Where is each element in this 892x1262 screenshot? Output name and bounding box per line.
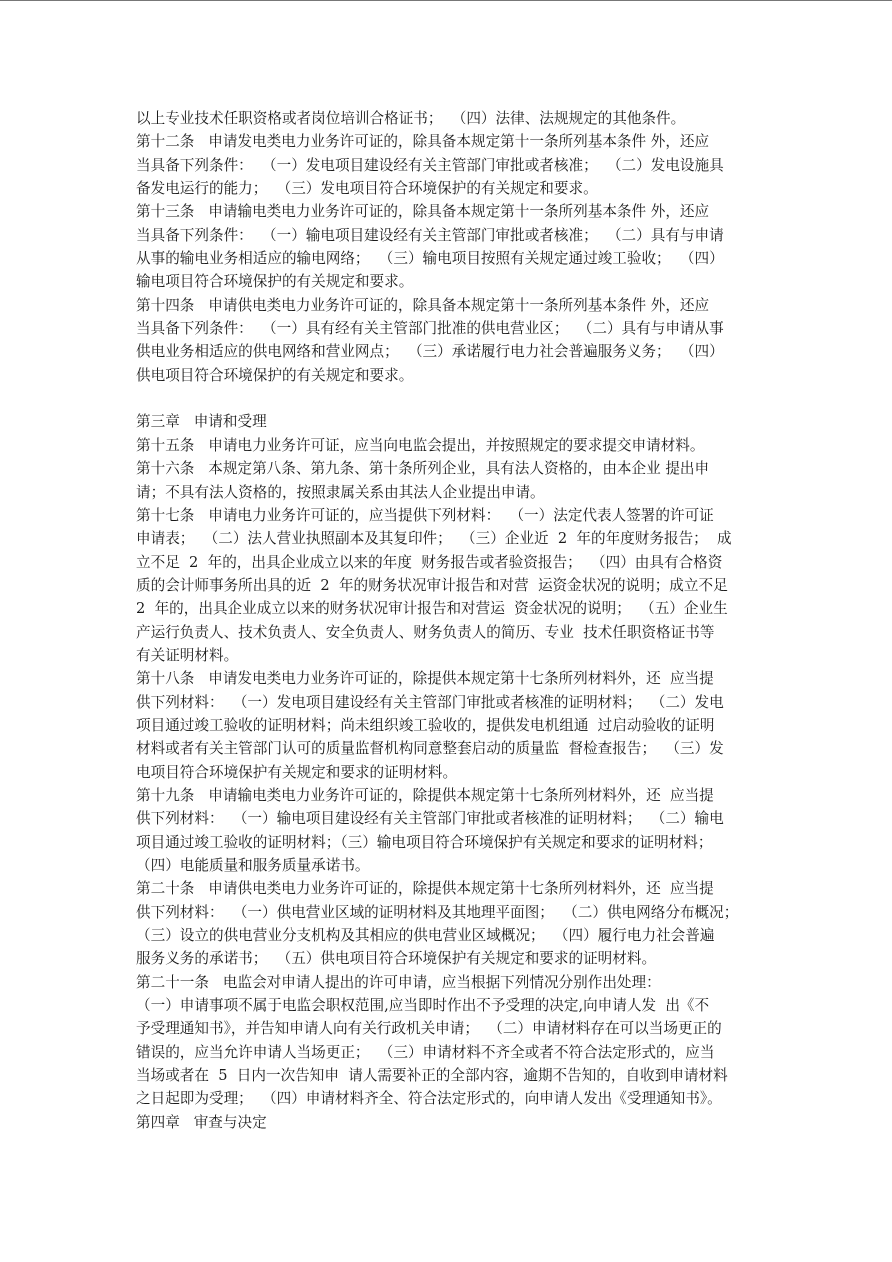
text-line: 项目通过竣工验收的证明材料；尚未组织竣工验收的，提供发电机组通 过启动验收的证明 bbox=[136, 716, 715, 734]
text-line: 以上专业技术任职资格或者岗位培训合格证书； （四）法律、法规规定的其他条件。 bbox=[136, 110, 686, 127]
text-line: 备发电运行的能力； （三）发电项目符合环境保护的有关规定和要求。 bbox=[136, 180, 598, 198]
text-line: 服务义务的承诺书； （五）供电项目符合环境保护有关规定和要求的证明材料。 bbox=[136, 950, 657, 968]
article-13-line: 第十三条 申请输电类电力业务许可证的，除具备本规定第十一条所列基本条件 外，还应 bbox=[136, 203, 710, 221]
text-line: 输电项目符合环境保护的有关规定和要求。 bbox=[136, 273, 414, 291]
text-line: 当具备下列条件： （一）输电项目建设经有关主管部门审批或者核准； （二）具有与申请 bbox=[136, 226, 724, 244]
article-20-line: 第二十条 申请供电类电力业务许可证的，除提供本规定第十七条所列材料外，还 应当提 bbox=[136, 880, 714, 898]
text-line: 立不足 2 年的，出具企业成立以来的年度 财务报告或者验资报告； （四）由具有合格资 bbox=[136, 553, 723, 571]
text-line: 供电业务相适应的供电网络和营业网点； （三）承诺履行电力社会普遍服务义务； （四） bbox=[136, 343, 724, 361]
text-line: 2 年的，出具企业成立以来的财务状况审计报告和对营运 资金状况的说明； （五）企业生 bbox=[136, 600, 728, 618]
text-line: 申请表； （二）法人营业执照副本及其复印件； （三）企业近 2 年的年度财务报告； 成 bbox=[136, 530, 732, 548]
text-line: 供下列材料： （一）输电项目建设经有关主管部门审批或者核准的证明材料； （二）输电 bbox=[136, 810, 724, 828]
article-15-line: 第十五条 申请电力业务许可证，应当向电监会提出，并按照规定的要求提交申请材料。 bbox=[136, 436, 705, 454]
text-line: 之日起即为受理； （四）申请材料齐全、符合法定形式的，向申请人发出《受理通知书》。 bbox=[136, 1090, 722, 1108]
article-12-line: 第十二条 申请发电类电力业务许可证的，除具备本规定第十一条所列基本条件 外，还应 bbox=[136, 133, 710, 151]
document-page bbox=[136, 107, 760, 1134]
text-line: 有关证明材料。 bbox=[136, 646, 239, 664]
text-line: 材料或者有关主管部门认可的质量监督机构同意整套启动的质量监 督检查报告； （三）发 bbox=[136, 740, 724, 758]
article-19-line: 第十九条 申请输电类电力业务许可证的，除提供本规定第十七条所列材料外，还 应当提 bbox=[136, 786, 714, 804]
text-line: 供下列材料： （一）供电营业区域的证明材料及其地理平面图； （二）供电网络分布概况； bbox=[136, 903, 739, 921]
text-line: 当场或者在 5 日内一次告知申 请人需要补正的全部内容，逾期不告知的，自收到申请材料 bbox=[136, 1067, 728, 1085]
text-line: 予受理通知书》，并告知申请人向有关行政机关申请； （二）申请材料存在可以当场更正的 bbox=[136, 1020, 722, 1038]
chapter-3-heading: 第三章 申请和受理 bbox=[136, 413, 267, 431]
text-line: 请；不具有法人资格的，按照隶属关系由其法人企业提出申请。 bbox=[136, 483, 545, 501]
chapter-4-heading: 第四章 审查与决定 bbox=[136, 1113, 267, 1131]
text-line: 项目通过竣工验收的证明材料；（三）输电项目符合环境保护有关规定和要求的证明材料； bbox=[136, 833, 713, 851]
article-18-line: 第十八条 申请发电类电力业务许可证的，除提供本规定第十七条所列材料外，还 应当提 bbox=[136, 670, 714, 688]
text-line: 产运行负责人、技术负责人、安全负责人、财务负责人的简历、专业 技术任职资格证书等 bbox=[136, 623, 715, 641]
text-line: 电项目符合环境保护有关规定和要求的证明材料。 bbox=[136, 763, 458, 781]
text-line: 供下列材料： （一）发电项目建设经有关主管部门审批或者核准的证明材料； （二）发电 bbox=[136, 693, 724, 711]
article-14-line: 第十四条 申请供电类电力业务许可证的，除具备本规定第十一条所列基本条件 外，还应 bbox=[136, 296, 710, 314]
article-16-line: 第十六条 本规定第八条、第九条、第十条所列企业，具有法人资格的，由本企业 提出申 bbox=[136, 460, 710, 478]
page-top-border bbox=[0, 0, 892, 1]
text-line: 质的会计师事务所出具的近 2 年的财务状况审计报告和对营 运资金状况的说明；成立不足 bbox=[136, 576, 728, 594]
text-line: 当具备下列条件： （一）发电项目建设经有关主管部门审批或者核准； （二）发电设施具 bbox=[136, 156, 724, 174]
text-line: 从事的输电业务相适应的输电网络； （三）输电项目按照有关规定通过竣工验收； （四） bbox=[136, 250, 724, 268]
article-21-line: 第二十一条 电监会对申请人提出的许可申请，应当根据下列情况分别作出处理： bbox=[136, 973, 661, 991]
text-line: （四）电能质量和服务质量承诺书。 bbox=[136, 857, 370, 874]
text-line: 当具备下列条件： （一）具有经有关主管部门批准的供电营业区； （二）具有与申请从事 bbox=[136, 320, 724, 338]
text-line: （三）设立的供电营业分支机构及其相应的供电营业区域概况； （四）履行电力社会普遍 bbox=[136, 927, 715, 945]
text-line: （一）申请事项不属于电监会职权范围,应当即时作出不予受理的决定,向申请人发 出《不 bbox=[136, 997, 710, 1015]
blank-line bbox=[136, 387, 760, 410]
text-line: 供电项目符合环境保护的有关规定和要求。 bbox=[136, 366, 414, 384]
text-line: 错误的，应当允许申请人当场更正； （三）申请材料不齐全或者不符合法定形式的，应当 bbox=[136, 1043, 715, 1061]
article-17-line: 第十七条 申请电力业务许可证的，应当提供下列材料： （一）法定代表人签署的许可证 bbox=[136, 506, 714, 524]
